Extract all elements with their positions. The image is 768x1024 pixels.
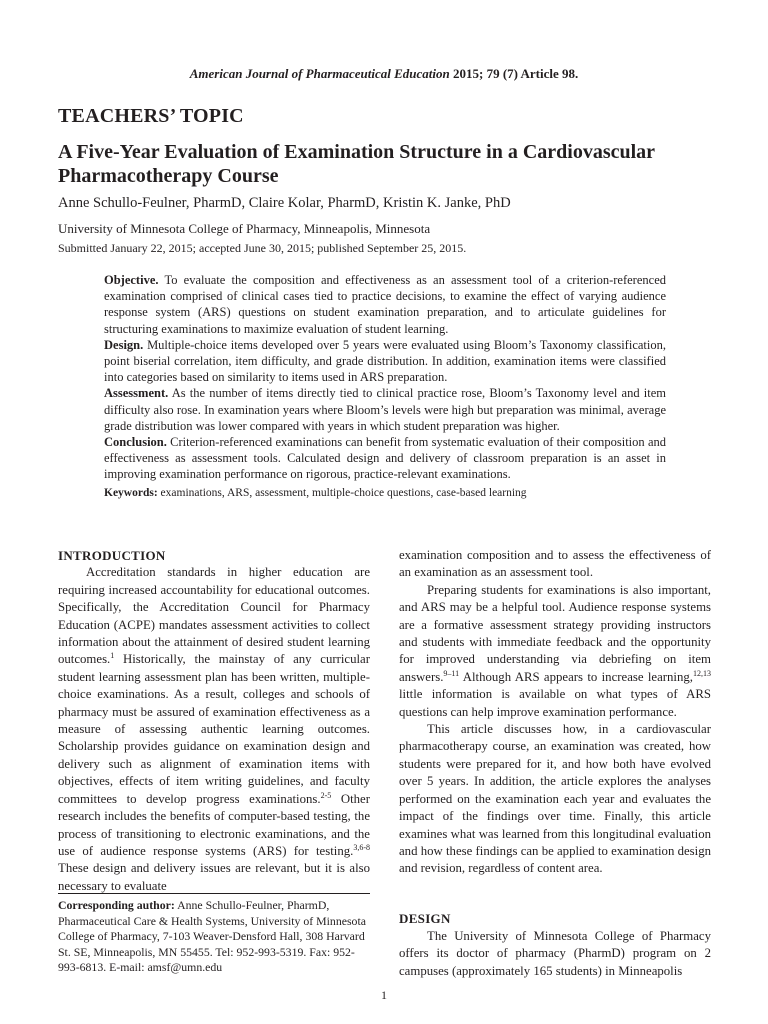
corresponding-author [58,898,376,976]
intro-p2-text-b: Although ARS appears to increase learning, [459,669,693,684]
authors: Anne Schullo-Feulner, PharmD, Claire Kolar, PharmD, Kristin K. Janke, PhD [58,195,511,211]
left-column [58,547,370,895]
conclusion-text: Criterion-referenced examinations can benefit from systematic evaluation of their composition and effectiveness as assessment tools. Calculated design and delivery of classroom preparation is an asset in improving examination performance on rigorous, practice-relevant examinations. [104,435,666,482]
intro-p1-text-a: Accreditation standards in higher education are requiring increased accountability for educational outcomes. Specifically, the Accreditation Council for Pharmacy Education (ACPE) mandates assessment activities to collect information about the attainment of desired student learning outcomes. [58,565,370,667]
assessment-text: As the number of items directly tied to clinical practice rose, Bloom’s Taxonomy level and item difficulty also rose. In examination years where Bloom’s levels were high but preparation was minimal, average grade distribution was lower compared with years in which student preparation was higher. [104,386,666,433]
abstract-keywords [104,485,666,501]
abstract-conclusion [104,434,666,483]
assessment-label: Assessment. [104,386,169,401]
abstract-assessment [104,385,666,434]
intro-p1-text-b: Historically, the mainstay of any curricular student learning assessment plan has been written, multiple-choice examinations. As a result, colleges and schools of pharmacy must be assured of examination effectiveness as a measure of assessing authentic learning outcomes. Scholarship provides guidance on examination design and delivery such as alignment of examination items with objectives, effects of item writing guidelines, and faculty committees to develop progress examinations. [58,652,370,806]
keywords-label: Keywords: [104,486,158,499]
page-number: 1 [381,988,387,1002]
intro-p2-text-c: little information is available on what types of ARS questions can help improve examination performance. [399,687,711,719]
corresponding-text: Anne Schullo-Feulner, PharmD, Pharmaceutical Care & Health Systems, University of Minnesota College of Pharmacy, 7-103 Weaver-Densford Hall, 308 Harvard St. SE, Minneapolis, MN 55455. Tel: 952-993-5319. Fax: 952-993-6813. E-mail: amsf@umn.edu [58,898,366,975]
citation-ref: 9–11 [443,668,460,678]
journal-header [0,66,768,82]
objective-text: To evaluate the composition and effectiveness as an assessment tool of a criterion-referenced examination comprised of clinical cases tied to practice decisions, to examine the effect of varying audience response system (ARS) questions on student examination preparation, and to articulate guidelines for structuring examinations to maximize evaluation of student learning. [104,273,666,336]
publication-dates: Submitted January 22, 2015; accepted June 30, 2015; published September 25, 2015. [58,241,467,255]
intro-paragraph-3: This article discusses how, in a cardiovascular pharmacotherapy course, an examination was created, how students were prepared for it, and how both have evolved over 5 years. In addition, the article explores the analyses performed on the examination each year and evaluates the impact of the findings over time. Finally, this article examines what was learned from this longitudinal evaluation and how these findings can be applied to examination design and revision, regardless of content area. [399,722,711,876]
citation-ref: 2-5 [320,790,332,800]
conclusion-label: Conclusion. [104,435,167,450]
keywords-text: examinations, ARS, assessment, multiple-choice questions, case-based learning [157,486,527,499]
intro-paragraph-1 [58,564,370,895]
citation-ref: 3,6-8 [353,842,370,852]
intro-p2-text-a: Preparing students for examinations is also important, and ARS may be a helpful tool. Audience response systems are a formative assessment strategy providing instructors and students with immediate feedback and the opportunity for improved understanding via debriefing on item answers. [399,582,711,684]
journal-name: American Journal of Pharmaceutical Education [189,66,450,81]
article-title: A Five-Year Evaluation of Examination Structure in a Cardiovascular Pharmacotherapy Course [58,141,655,187]
design-text: Multiple-choice items developed over 5 years were evaluated using Bloom’s Taxonomy classification, point biserial correlation, item difficulty, and grade distribution. In addition, examination items were classified into categories based on similarity to items used in ARS preparation. [104,337,666,385]
abstract-objective [104,272,666,337]
design-label: Design. [104,337,144,352]
journal-citation: 2015; 79 (7) Article 98. [449,66,579,81]
corresponding-label: Corresponding author: [58,898,175,912]
abstract [104,272,666,501]
affiliation: University of Minnesota College of Pharmacy, Minneapolis, Minnesota [58,221,431,236]
intro-paragraph-1-continued: examination composition and to assess the effectiveness of an examination as an assessment tool. [399,548,711,580]
footnote-divider [58,893,370,894]
abstract-design [104,337,666,386]
design-heading: DESIGN [399,911,451,926]
section-topic: TEACHERS’ TOPIC [58,105,244,127]
citation-ref: 12,13 [693,668,711,678]
objective-label: Objective. [104,273,159,287]
design-paragraph: The University of Minnesota College of Pharmacy offers its doctor of pharmacy (PharmD) program on 2 campuses (approximately 165 students) in Minneapolis [399,929,711,978]
citation-ref: 1 [110,651,115,661]
intro-paragraph-2 [399,582,711,721]
right-column [399,547,711,878]
introduction-heading: INTRODUCTION [58,548,166,563]
intro-p1-text-c: Other research includes the benefits of computer-based testing, the process of transitioning to electronic examinations, and the use of audience response systems (ARS) for testing. [58,791,370,858]
intro-p1-text-d: These design and delivery issues are relevant, but it is also necessary to evaluate [58,861,370,893]
